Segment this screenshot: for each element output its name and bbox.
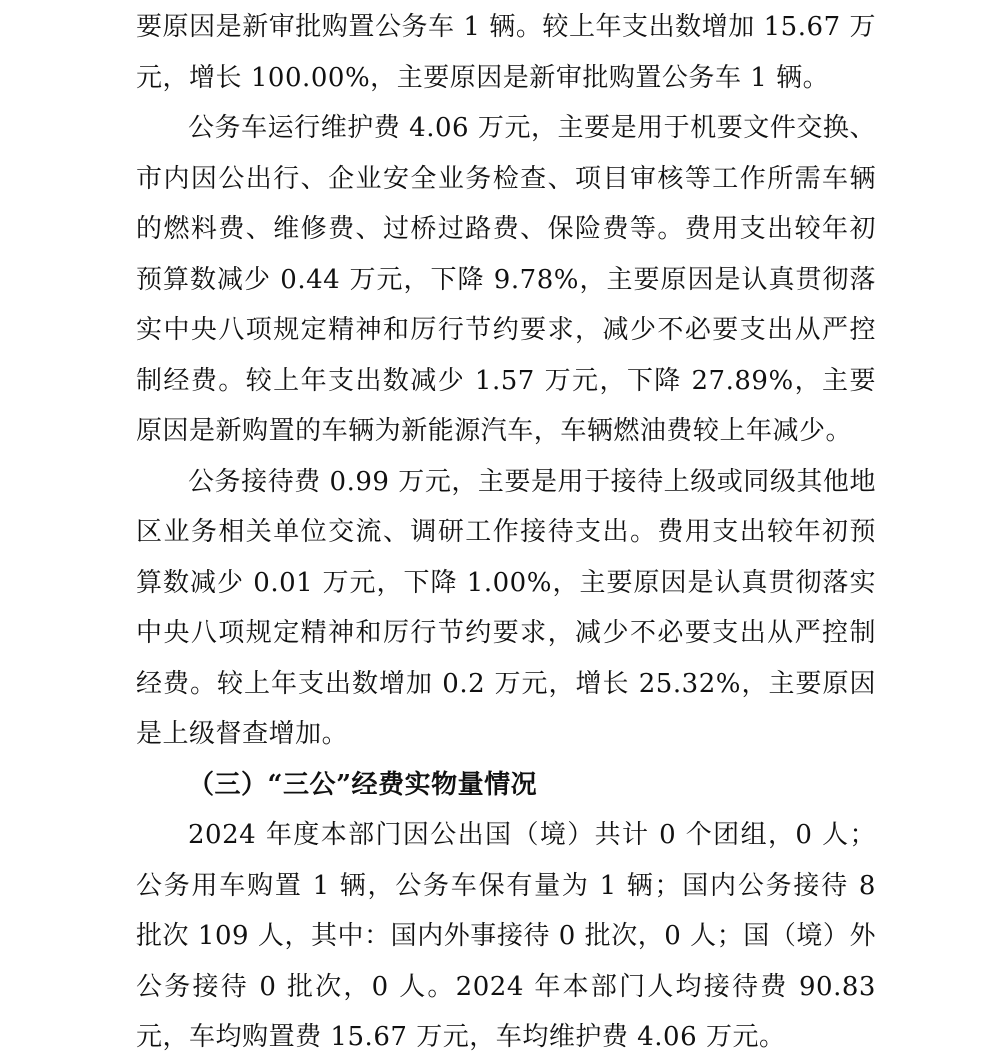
paragraph-reception: 公务接待费 0.99 万元，主要是用于接待上级或同级其他地区业务相关单位交流、调研工作接待支出。费用支出较年初预算数减少 0.01 万元，下降 1.00%，主要原因是认真贯彻落实中央八项规定精神和厉行节约要求，减少不必要支出从严控制经费。较上年支出数增加 0.2 万元，增长 25.32%，主要原因是上级督查增加。 xyxy=(136,466,876,749)
section-heading: （三）“三公”经费实物量情况 xyxy=(188,769,538,800)
document-page xyxy=(136,0,876,1063)
paragraph-vehicle-maintenance: 公务车运行维护费 4.06 万元，主要是用于机要文件交换、市内因公出行、企业安全业务检查、项目审核等工作所需车辆的燃料费、维修费、过桥过路费、保险费等。费用支出较年初预算数减少 0.44 万元，下降 9.78%，主要原因是认真贯彻落实中央八项规定精神和厉行节约要求，减少不必要支出从严控制经费。较上年支出数减少 1.57 万元，下降 27.89%，主要原因是新购置的车辆为新能源汽车，车辆燃油费较上年减少。 xyxy=(136,113,876,446)
paragraph-physical-quantity: 2024 年度本部门因公出国（境）共计 0 个团组，0 人；公务用车购置 1 辆，公务车保有量为 1 辆；国内公务接待 8 批次 109 人，其中：国内外事接待 0 批次，0 人；国（境）外公务接待 0 批次，0 人。2024 年本部门人均接待费 90.83 元，车均购置费 15.67 万元，车均维护费 4.06 万元。 xyxy=(136,820,876,1052)
paragraph-purchase-continued: 要原因是新审批购置公务车 1 辆。较上年支出数增加 15.67 万元，增长 100.00%，主要原因是新审批购置公务车 1 辆。 xyxy=(136,12,876,93)
